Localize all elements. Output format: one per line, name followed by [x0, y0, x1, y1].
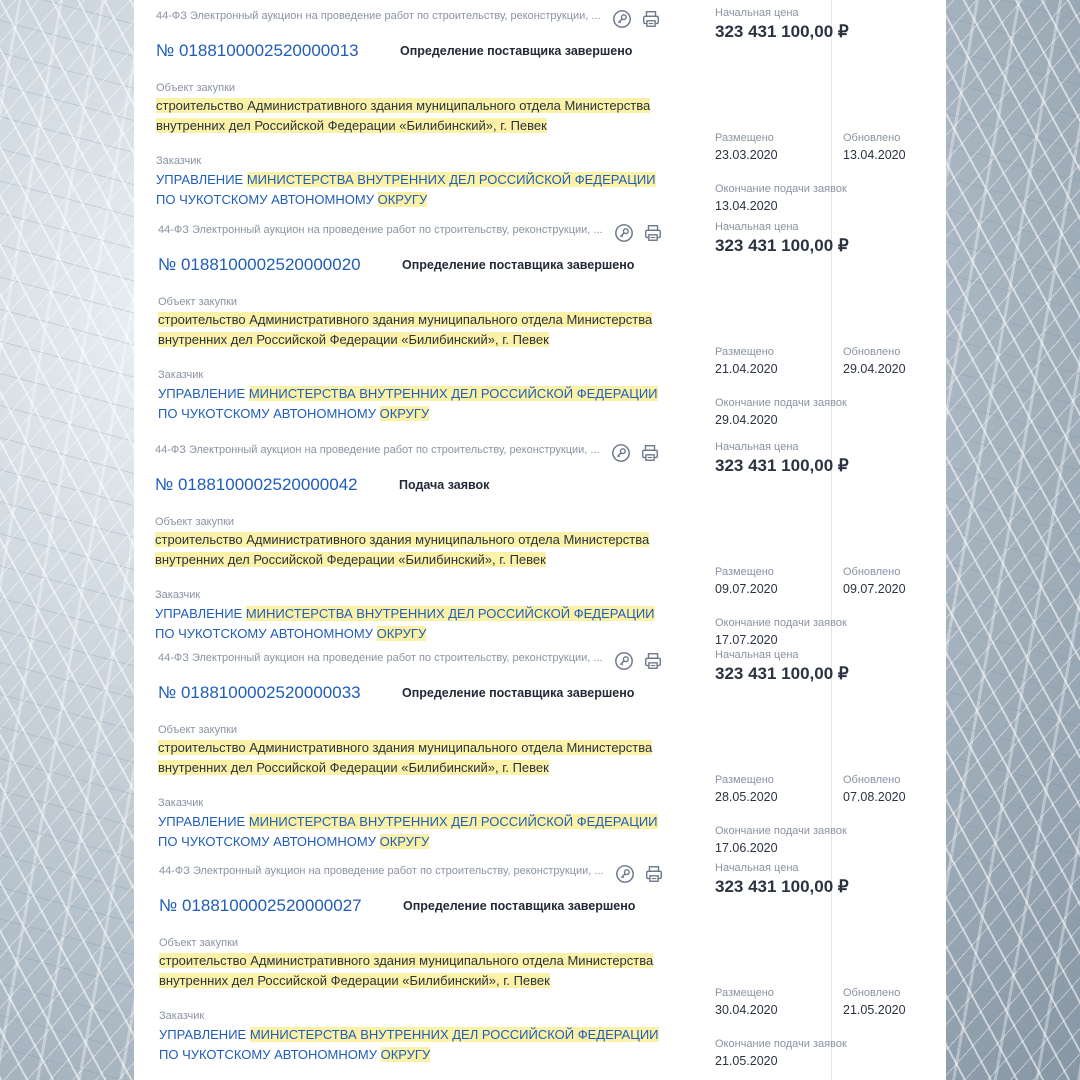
purchase-type: 44-ФЗ Электронный аукцион на проведение работ по строительству, реконструкции, ...: [156, 10, 601, 22]
object-label: Объект закупки: [158, 724, 238, 736]
purchase-type: 44-ФЗ Электронный аукцион на проведение работ по строительству, реконструкции, ...: [158, 224, 603, 236]
deadline-date: 21.05.2020: [715, 1054, 778, 1068]
object-label: Объект закупки: [158, 296, 238, 308]
key-icon[interactable]: [614, 864, 636, 884]
customer-label: Заказчик: [158, 797, 204, 809]
price-value: 323 431 100,00 ₽: [715, 456, 849, 475]
customer-label: Заказчик: [156, 155, 202, 167]
purchase-type: 44-ФЗ Электронный аукцион на проведение работ по строительству, реконструкции, ...: [158, 652, 603, 664]
price-value: 323 431 100,00 ₽: [715, 236, 849, 255]
status-badge: Определение поставщика завершено: [402, 258, 635, 272]
posted-label: Размещено: [715, 987, 774, 999]
purchase-object: строительство Административного здания муниципального отдела Министерства внутренних дел Российской Федерации «Билибинский», г. Певек: [155, 532, 650, 567]
updated-label: Обновлено: [843, 987, 901, 999]
status-badge: Подача заявок: [399, 478, 490, 492]
updated-date: 21.05.2020: [843, 1003, 906, 1017]
posted-label: Размещено: [715, 566, 774, 578]
object-label: Объект закупки: [156, 82, 236, 94]
purchase-number[interactable]: № 0188100002520000020: [158, 255, 361, 274]
object-label: Объект закупки: [159, 937, 239, 949]
purchase-object: строительство Административного здания муниципального отдела Министерства внутренних дел Российской Федерации «Билибинский», г. Певек: [159, 953, 654, 988]
customer-link[interactable]: УПРАВЛЕНИЕ МИНИСТЕРСТВА ВНУТРЕННИХ ДЕЛ РОССИЙСКОЙ ФЕДЕРАЦИИ ПО ЧУКОТСКОМУ АВТОНОМНОМУ ОКРУГУ: [156, 172, 656, 207]
posted-label: Размещено: [715, 132, 774, 144]
posted-date: 30.04.2020: [715, 1003, 778, 1017]
updated-label: Обновлено: [843, 774, 901, 786]
deadline-date: 29.04.2020: [715, 413, 778, 427]
purchase-number[interactable]: № 0188100002520000042: [155, 475, 358, 494]
purchase-type: 44-ФЗ Электронный аукцион на проведение работ по строительству, реконструкции, ...: [159, 865, 604, 877]
price-label: Начальная цена: [715, 441, 799, 453]
purchase-object: строительство Административного здания муниципального отдела Министерства внутренних дел Российской Федерации «Билибинский», г. Певек: [158, 312, 653, 347]
key-icon[interactable]: [610, 443, 632, 463]
updated-date: 29.04.2020: [843, 362, 906, 376]
posted-date: 09.07.2020: [715, 582, 778, 596]
customer-label: Заказчик: [158, 369, 204, 381]
status-badge: Определение поставщика завершено: [402, 686, 635, 700]
purchase-number[interactable]: № 0188100002520000013: [156, 41, 359, 60]
purchase-card: [134, 855, 946, 1071]
purchase-card: [134, 0, 946, 216]
print-icon[interactable]: [642, 651, 664, 671]
purchase-card: [134, 434, 946, 650]
posted-label: Размещено: [715, 346, 774, 358]
updated-label: Обновлено: [843, 346, 901, 358]
updated-date: 13.04.2020: [843, 148, 906, 162]
key-icon[interactable]: [613, 651, 635, 671]
updated-label: Обновлено: [843, 566, 901, 578]
purchase-card: [134, 214, 946, 430]
customer-link[interactable]: УПРАВЛЕНИЕ МИНИСТЕРСТВА ВНУТРЕННИХ ДЕЛ РОССИЙСКОЙ ФЕДЕРАЦИИ ПО ЧУКОТСКОМУ АВТОНОМНОМУ ОКРУГУ: [155, 606, 655, 641]
status-badge: Определение поставщика завершено: [403, 899, 636, 913]
posted-date: 21.04.2020: [715, 362, 778, 376]
status-badge: Определение поставщика завершено: [400, 44, 633, 58]
print-icon[interactable]: [643, 864, 665, 884]
updated-label: Обновлено: [843, 132, 901, 144]
price-value: 323 431 100,00 ₽: [715, 877, 849, 896]
purchase-type: 44-ФЗ Электронный аукцион на проведение работ по строительству, реконструкции, ...: [155, 444, 600, 456]
price-value: 323 431 100,00 ₽: [715, 664, 849, 683]
deadline-date: 17.07.2020: [715, 633, 778, 647]
purchase-number[interactable]: № 0188100002520000033: [158, 683, 361, 702]
updated-date: 07.08.2020: [843, 790, 906, 804]
customer-link[interactable]: УПРАВЛЕНИЕ МИНИСТЕРСТВА ВНУТРЕННИХ ДЕЛ РОССИЙСКОЙ ФЕДЕРАЦИИ ПО ЧУКОТСКОМУ АВТОНОМНОМУ ОКРУГУ: [159, 1027, 659, 1062]
key-icon[interactable]: [613, 223, 635, 243]
posted-date: 28.05.2020: [715, 790, 778, 804]
customer-link[interactable]: УПРАВЛЕНИЕ МИНИСТЕРСТВА ВНУТРЕННИХ ДЕЛ РОССИЙСКОЙ ФЕДЕРАЦИИ ПО ЧУКОТСКОМУ АВТОНОМНОМУ ОКРУГУ: [158, 386, 658, 421]
price-value: 323 431 100,00 ₽: [715, 22, 849, 41]
deadline-label: Окончание подачи заявок: [715, 1038, 847, 1050]
key-icon[interactable]: [611, 9, 633, 29]
deadline-date: 13.04.2020: [715, 199, 778, 213]
customer-label: Заказчик: [155, 589, 201, 601]
price-label: Начальная цена: [715, 649, 799, 661]
purchase-object: строительство Административного здания муниципального отдела Министерства внутренних дел Российской Федерации «Билибинский», г. Певек: [158, 740, 653, 775]
updated-date: 09.07.2020: [843, 582, 906, 596]
customer-link[interactable]: УПРАВЛЕНИЕ МИНИСТЕРСТВА ВНУТРЕННИХ ДЕЛ РОССИЙСКОЙ ФЕДЕРАЦИИ ПО ЧУКОТСКОМУ АВТОНОМНОМУ ОКРУГУ: [158, 814, 658, 849]
posted-label: Размещено: [715, 774, 774, 786]
purchase-card: [134, 642, 946, 858]
price-label: Начальная цена: [715, 221, 799, 233]
price-label: Начальная цена: [715, 7, 799, 19]
results-sheet: [134, 0, 946, 1080]
price-label: Начальная цена: [715, 862, 799, 874]
deadline-label: Окончание подачи заявок: [715, 397, 847, 409]
deadline-date: 17.06.2020: [715, 841, 778, 855]
object-label: Объект закупки: [155, 516, 235, 528]
print-icon[interactable]: [640, 9, 662, 29]
print-icon[interactable]: [642, 223, 664, 243]
posted-date: 23.03.2020: [715, 148, 778, 162]
deadline-label: Окончание подачи заявок: [715, 183, 847, 195]
deadline-label: Окончание подачи заявок: [715, 617, 847, 629]
deadline-label: Окончание подачи заявок: [715, 825, 847, 837]
customer-label: Заказчик: [159, 1010, 205, 1022]
purchase-object: строительство Административного здания муниципального отдела Министерства внутренних дел Российской Федерации «Билибинский», г. Певек: [156, 98, 651, 133]
purchase-number[interactable]: № 0188100002520000027: [159, 896, 362, 915]
print-icon[interactable]: [639, 443, 661, 463]
